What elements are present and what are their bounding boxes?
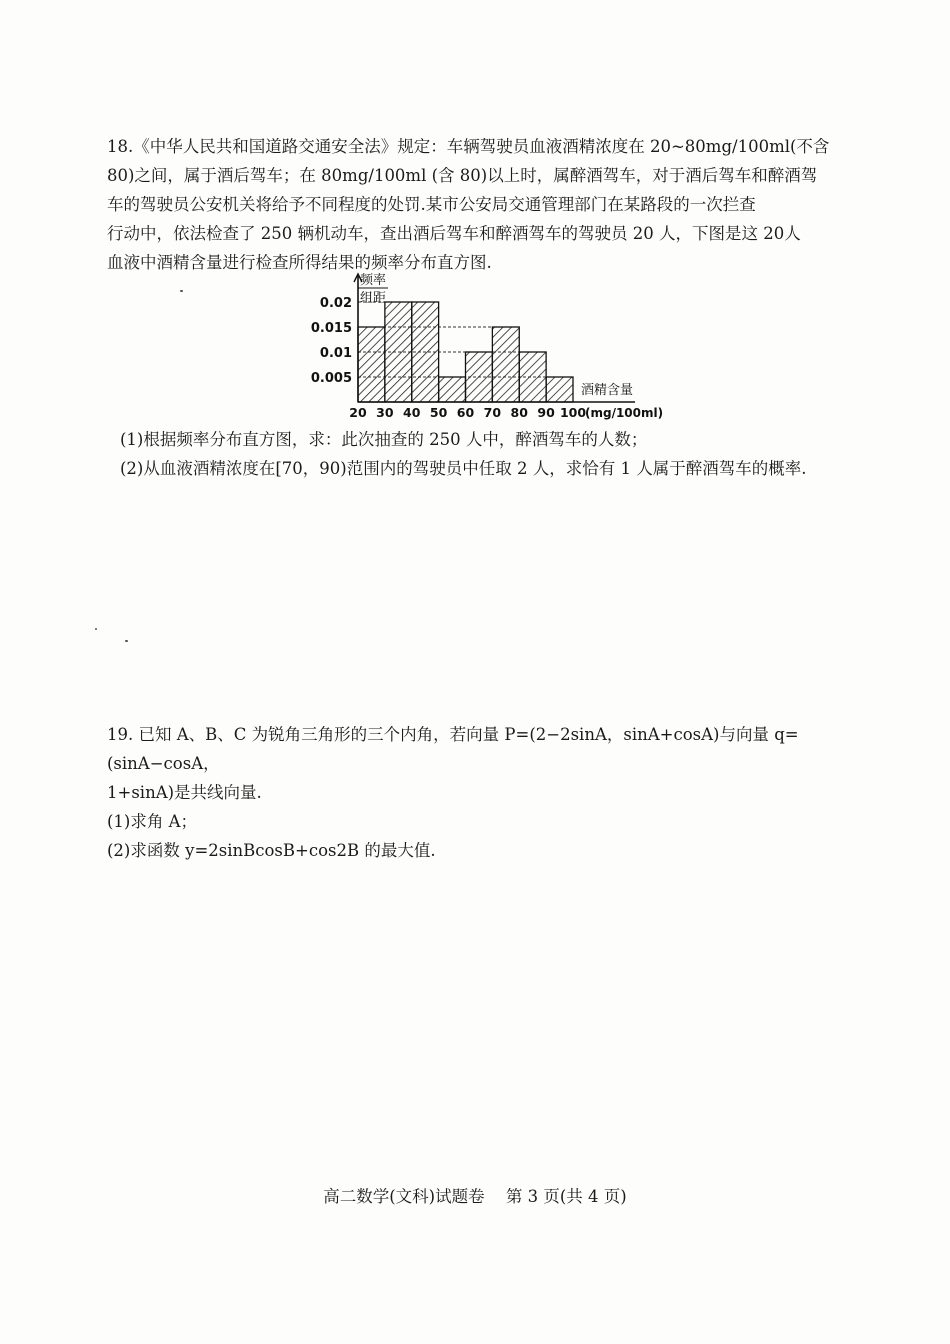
x-tick-label: 60 bbox=[456, 405, 475, 420]
x-tick-label: 40 bbox=[403, 405, 421, 420]
y-tick-label: 0.015 bbox=[310, 321, 352, 336]
y-tick-label: 0.02 bbox=[319, 296, 352, 311]
x-axis-label: 酒精含量 bbox=[581, 383, 634, 398]
x-tick-label: 30 bbox=[376, 405, 394, 420]
footer-title: 高二数学(文科)试题卷 bbox=[323, 1187, 485, 1206]
footer-page: 第 3 页(共 4 页) bbox=[505, 1187, 627, 1206]
q18-line: 18.《中华人民共和国道路交通安全法》规定：车辆驾驶员血液酒精浓度在 20~80mg/100ml(不含 bbox=[107, 137, 830, 156]
q18-line: 行动中，依法检查了 250 辆机动车，查出酒后驾车和醉酒驾车的驾驶员 20 人，下图是这 20人 bbox=[107, 224, 801, 243]
q19-part-2: (2)求函数 y=2sinBcosB+cos2B 的最大值. bbox=[107, 841, 436, 860]
q18-part-2: (2)从血液酒精浓度在[70，90)范围内的驾驶员中任取 2 人，求恰有 1 人属于醉酒驾车的概率. bbox=[120, 459, 807, 478]
q19-line-1: 19. 已知 A、B、C 为锐角三角形的三个内角，若向量 P=(2−2sinA，sinA+cosA)与向量 q=(sinA−cosA， bbox=[107, 725, 799, 773]
question-19 bbox=[107, 720, 847, 865]
x-axis-unit: (mg/100ml) bbox=[585, 406, 664, 420]
q18-line: 血液中酒精含量进行检查所得结果的频率分布直方图. bbox=[107, 253, 492, 272]
scan-speck bbox=[125, 640, 128, 642]
x-tick-label: 20 bbox=[349, 405, 367, 420]
x-tick-label: 50 bbox=[429, 405, 448, 420]
page-footer bbox=[0, 1183, 950, 1207]
q19-line-2: 1+sinA)是共线向量. bbox=[107, 783, 262, 802]
scan-speck bbox=[180, 290, 183, 292]
x-tick-label: 80 bbox=[510, 405, 528, 420]
histogram-bar bbox=[466, 352, 493, 402]
frequency-histogram bbox=[290, 268, 664, 428]
y-tick-label: 0.01 bbox=[319, 346, 352, 361]
x-tick-label: 90 bbox=[537, 405, 555, 420]
x-tick-label: 70 bbox=[483, 405, 502, 420]
scan-speck bbox=[95, 628, 97, 630]
histogram-bar bbox=[546, 377, 573, 402]
histogram-bar bbox=[412, 302, 439, 402]
y-axis-label-bottom: 组距 bbox=[360, 291, 387, 306]
q19-part-1: (1)求角 A； bbox=[107, 812, 198, 831]
y-tick-label: 0.005 bbox=[310, 371, 352, 386]
q18-line: 车的驾驶员公安机关将给予不同程度的处罚.某市公安局交通管理部门在某路段的一次拦查 bbox=[107, 195, 756, 214]
question-18-parts bbox=[120, 425, 860, 483]
histogram-bar bbox=[385, 302, 412, 402]
histogram-bar bbox=[519, 352, 546, 402]
y-axis-label-top: 频率 bbox=[360, 273, 387, 288]
q18-part-1: (1)根据频率分布直方图，求：此次抽查的 250 人中，醉酒驾车的人数； bbox=[120, 430, 648, 449]
question-18 bbox=[107, 132, 847, 277]
histogram-bar bbox=[492, 327, 519, 402]
x-tick-label: 100 bbox=[559, 405, 587, 420]
histogram-bar bbox=[439, 377, 466, 402]
q18-line: 80)之间，属于酒后驾车；在 80mg/100ml (含 80)以上时，属醉酒驾车，对于酒后驾车和醉酒驾 bbox=[107, 166, 818, 185]
histogram-bar bbox=[358, 327, 385, 402]
